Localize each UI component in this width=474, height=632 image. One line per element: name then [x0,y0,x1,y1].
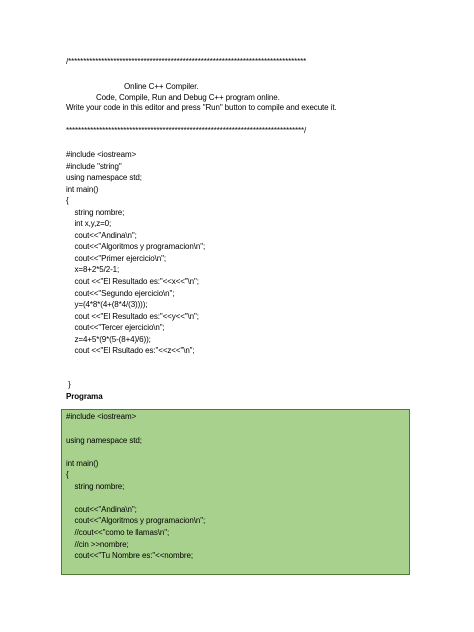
code-line: cout<<"Andina\n"; [66,231,137,240]
program-line: #include <iostream> [66,412,137,421]
comment-stars-top: /******************************************************************************* [66,57,307,66]
code-line: string nombre; [66,208,125,217]
code-line: int x,y,z=0; [66,219,112,228]
code-line: cout<<"Algoritmos y programacion\n"; [66,242,206,251]
code-line: { [66,196,69,205]
code-line: cout <<"El Resultado es:"<<y<<"\n"; [66,312,199,321]
code-line: cout<<"Tercer ejercicio\n"; [66,323,165,332]
program-line: cout<<"Algoritmos y programacion\n"; [66,516,206,525]
code-line: int main() [66,185,99,194]
code-line: x=8+2*5/2-1; [66,265,120,274]
code-line: z=4+5*(9*(5-(8+4)/6)); [66,335,151,344]
program-line: cout<<"Andina\n"; [66,505,137,514]
comment-instructions: Write your code in this editor and press "Run" button to compile and execute it. [66,103,337,112]
program-line: using namespace std; [66,436,142,445]
program-line: //cin >>nombre; [66,540,129,549]
program-line: cout<<"Tu Nombre es:"<<nombre; [66,551,193,560]
comment-subtitle: Code, Compile, Run and Debug C++ program online. [96,93,280,102]
code-line: y=(4*8*(4+(8*4/(3)))); [66,300,148,309]
code-line: cout <<"El Resultado es:"<<x<<"\n"; [66,277,199,286]
comment-title: Online C++ Compiler. [124,82,199,91]
program-line: int main() [66,459,99,468]
code-line: #include <iostream> [66,150,137,159]
code-line: cout<<"Primer ejercicio\n"; [66,254,166,263]
code-line: cout <<"El Rsultado es:"<<z<<"\n"; [66,346,195,355]
code-line: } [66,380,71,389]
program-line: { [66,470,69,479]
program-line: //cout<<"como te llamas\n"; [66,528,170,537]
section-title: Programa [66,392,103,401]
comment-stars-bottom: *******************************************************************************/ [66,126,307,135]
code-line: #include "string" [66,162,122,171]
program-line: string nombre; [66,482,125,491]
code-line: cout<<"Segundo ejercicio\n"; [66,289,175,298]
code-line: using namespace std; [66,173,142,182]
